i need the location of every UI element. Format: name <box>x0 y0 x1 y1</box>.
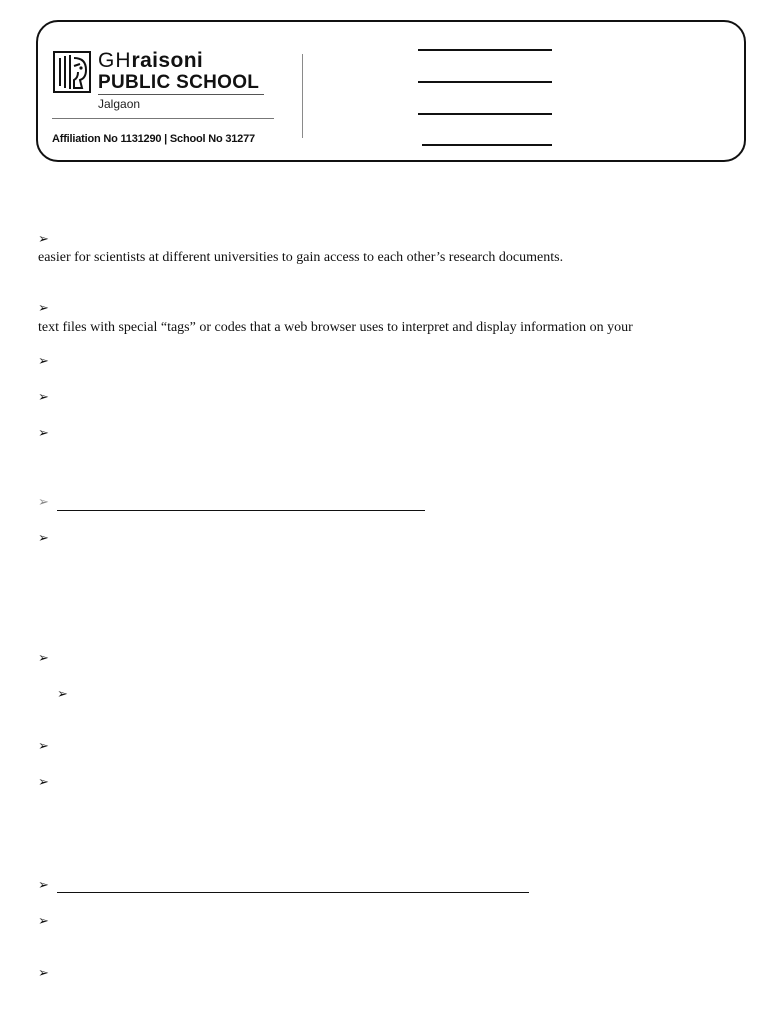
school-name-line2: PUBLIC SCHOOL <box>98 72 260 93</box>
header-vertical-divider <box>302 54 303 138</box>
bullet-icon: ➢ <box>38 651 49 666</box>
school-name-raisoni: raisoni <box>131 49 204 72</box>
body-text-line: text files with special “tags” or codes that a web browser uses to interpret and display information on your <box>38 320 633 335</box>
bullet-icon: ➢ <box>38 390 49 405</box>
affiliation-divider <box>52 118 274 119</box>
school-name <box>98 50 203 72</box>
sub-bullet-icon: ➢ <box>57 687 68 702</box>
affiliation-text: Affiliation No 1131290 | School No 31277 <box>52 133 255 145</box>
header-blank-line <box>418 113 552 115</box>
fill-in-blank-line <box>57 892 529 893</box>
bullet-icon: ➢ <box>38 878 49 893</box>
bullet-icon: ➢ <box>38 426 49 441</box>
body-text-line: easier for scientists at different universities to gain access to each other’s research documents. <box>38 250 564 265</box>
bullet-icon: ➢ <box>38 739 49 754</box>
bullet-icon: ➢ <box>38 354 49 369</box>
lion-head-icon <box>52 50 92 94</box>
bullet-icon: ➢ <box>38 301 49 316</box>
header-blank-line <box>418 81 552 83</box>
bullet-icon: ➢ <box>38 966 49 981</box>
school-name-gh: GH <box>98 49 132 72</box>
logo-divider <box>98 94 264 95</box>
fill-in-blank-line <box>57 510 425 511</box>
header-blank-line <box>418 49 552 51</box>
school-location: Jalgaon <box>98 97 141 111</box>
header-blank-line <box>422 144 552 146</box>
bullet-icon: ➢ <box>38 531 49 546</box>
bullet-icon: ➢ <box>38 232 49 247</box>
bullet-icon: ➢ <box>38 914 49 929</box>
bullet-icon: ➢ <box>38 775 49 790</box>
bullet-icon: ➢ <box>38 495 49 510</box>
school-header <box>36 20 746 162</box>
